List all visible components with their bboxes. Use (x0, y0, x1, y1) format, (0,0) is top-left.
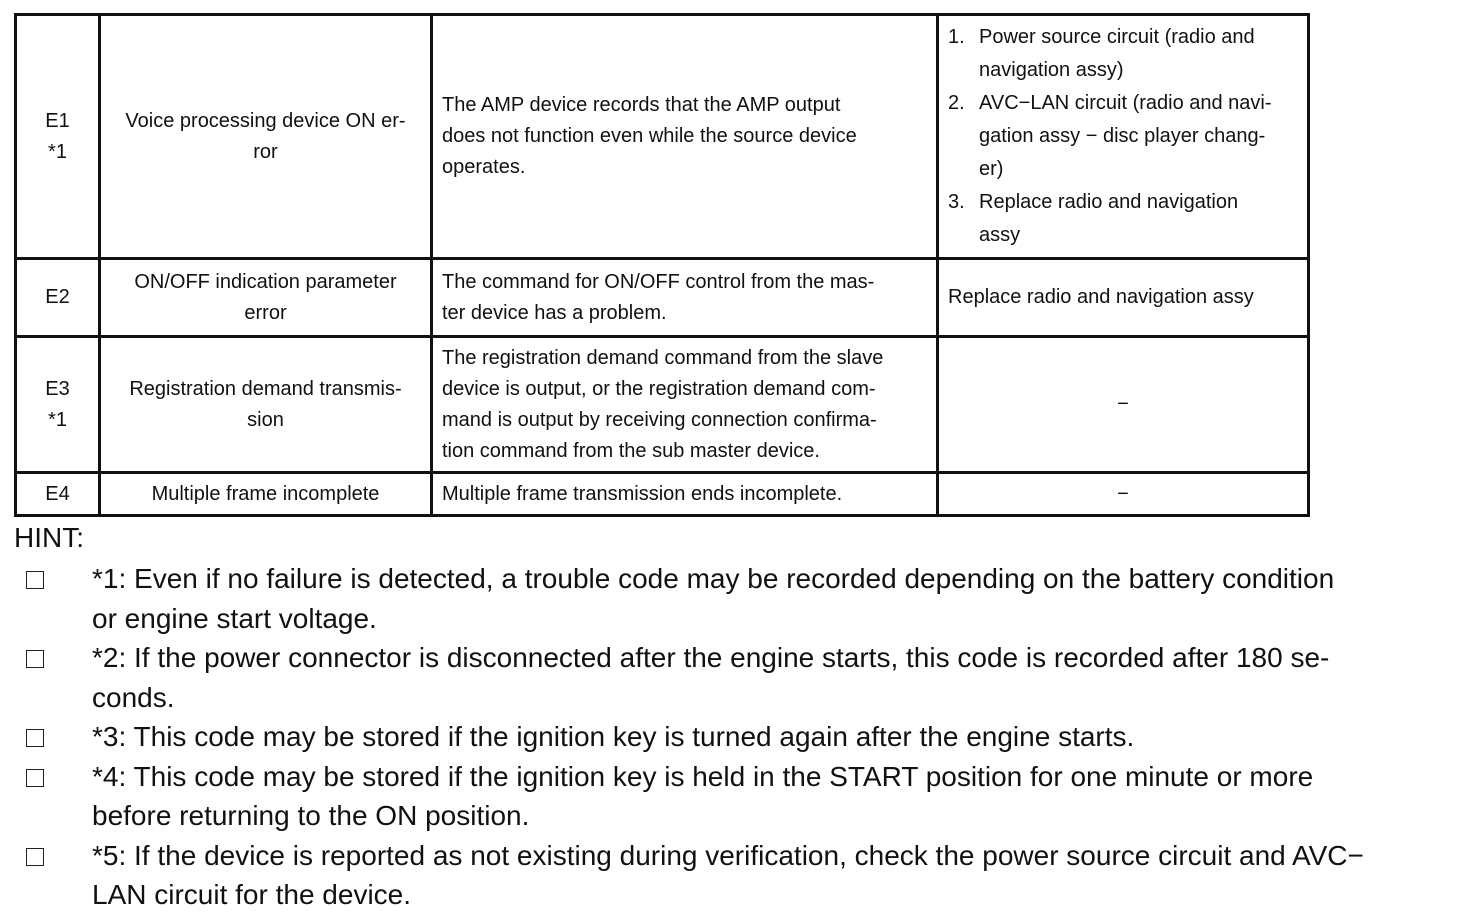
inspection-action: − (1117, 393, 1129, 415)
list-item (26, 757, 1456, 836)
trouble-description: The AMP device records that the AMP output does not function even while the source device operates. (442, 94, 857, 178)
hint-text: *5: If the device is reported as not existing during verification, check the power source circuit and AVC− LAN circuit for the device. (92, 839, 1364, 910)
dtc-code: E1 *1 (45, 109, 70, 163)
hint-text: *1: Even if no failure is detected, a trouble code may be recorded depending on the battery condition or engine start voltage. (92, 563, 1335, 634)
list-item (948, 87, 1298, 186)
dtc-code-cell (16, 337, 100, 473)
dtc-code: E3 *1 (45, 377, 70, 431)
table-row (16, 15, 1309, 259)
dtc-code-cell (16, 15, 100, 259)
step-number: 1. (948, 26, 965, 48)
dtc-code: E4 (45, 482, 70, 505)
dtc-code-cell (16, 473, 100, 516)
detection-item-cell (100, 473, 432, 516)
detection-item: Registration demand transmis- sion (129, 377, 402, 431)
checkbox-square-icon (26, 650, 44, 668)
inspection-cell (938, 259, 1309, 337)
hint-text: *3: This code may be stored if the ignition key is turned again after the engine starts. (92, 721, 1135, 752)
checkbox-square-icon (26, 769, 44, 787)
list-item (948, 186, 1298, 252)
trouble-description: The command for ON/OFF control from the mas- ter device has a problem. (442, 270, 875, 324)
list-item (26, 717, 1456, 757)
inspection-cell (938, 337, 1309, 473)
dtc-table (14, 13, 1310, 517)
detection-item: Multiple frame incomplete (151, 482, 380, 505)
step-number: 2. (948, 92, 965, 114)
trouble-area-cell (432, 473, 938, 516)
inspection-action: − (1117, 482, 1129, 505)
list-item (26, 836, 1456, 915)
detection-item-cell (100, 259, 432, 337)
detection-item: Voice processing device ON er- ror (125, 109, 406, 163)
detection-item-cell (100, 15, 432, 259)
list-item (26, 638, 1456, 717)
list-item (948, 21, 1298, 87)
hint-list (26, 559, 1456, 915)
hint-text: *2: If the power connector is disconnected after the engine starts, this code is recorded after 180 se- conds. (92, 642, 1330, 713)
step-text: AVC−LAN circuit (radio and navi- gation assy − disc player chang- er) (979, 92, 1272, 180)
checkbox-square-icon (26, 571, 44, 589)
trouble-description: Multiple frame transmission ends incomplete. (442, 482, 843, 505)
checkbox-square-icon (26, 848, 44, 866)
dtc-code-cell (16, 259, 100, 337)
detection-item-cell (100, 337, 432, 473)
trouble-area-cell (432, 15, 938, 259)
trouble-description: The registration demand command from the slave device is output, or the registration demand com- mand is output by receiving connection confirma- tion command from the sub master device. (442, 346, 884, 462)
trouble-area-cell (432, 337, 938, 473)
hint-text: *4: This code may be stored if the ignition key is held in the START position for one minute or more before returning to the ON position. (92, 760, 1314, 831)
inspection-steps (948, 21, 1298, 252)
hint-heading: HINT: (14, 522, 84, 553)
step-number: 3. (948, 191, 965, 213)
inspection-cell (938, 15, 1309, 259)
table-row (16, 337, 1309, 473)
table-row (16, 259, 1309, 337)
detection-item: ON/OFF indication parameter error (134, 270, 397, 324)
dtc-code: E2 (45, 286, 70, 308)
step-text: Power source circuit (radio and navigation assy) (979, 26, 1255, 81)
inspection-cell (938, 473, 1309, 516)
trouble-area-cell (432, 259, 938, 337)
list-item (26, 559, 1456, 638)
step-text: Replace radio and navigation assy (979, 191, 1239, 246)
inspection-action: Replace radio and navigation assy (948, 286, 1254, 308)
checkbox-square-icon (26, 729, 44, 747)
table-row (16, 473, 1309, 516)
